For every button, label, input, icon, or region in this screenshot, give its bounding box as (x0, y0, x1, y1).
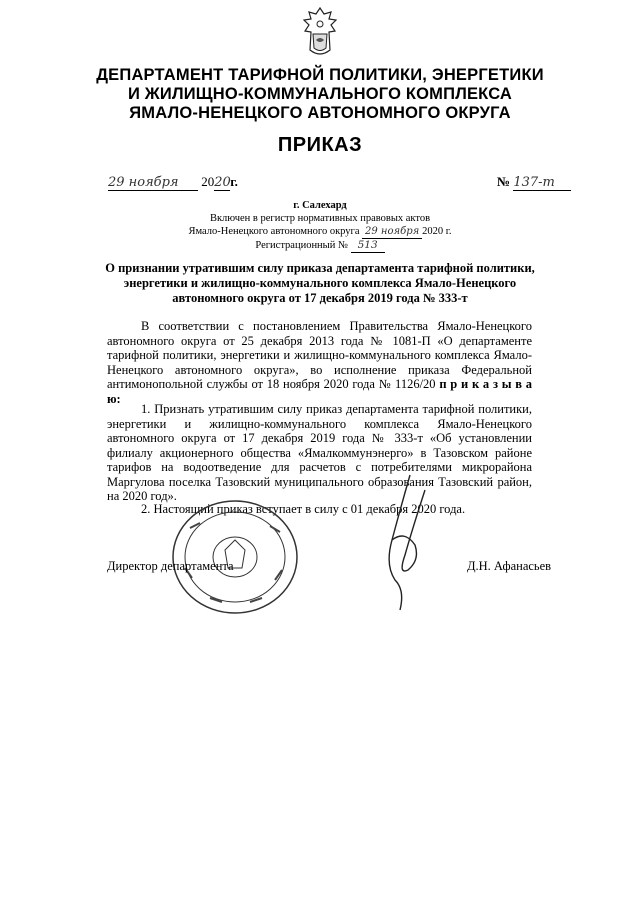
order-title-line-3: автономного округа от 17 декабря 2019 года № 333-т (172, 291, 468, 305)
document-type: ПРИКАЗ (277, 134, 363, 156)
registry-block (170, 213, 470, 253)
order-year-prefix: 20 (201, 174, 215, 189)
city: г. Салехард (293, 200, 347, 211)
order-date-handwritten: 29 ноября (108, 175, 198, 191)
preamble-text: В соответствии с постановлением Правительства Ямало-Ненецкого автономного округа от 25 декабря 2013 года № 1081-П «О департаменте тарифной политики, энергетики и жилищно-коммунального комплекса Ямало-Ненецкого автономного округа», во исполнение приказа Федеральной антимонопольной службы от 18 ноября 2020 года № 1126/20 (107, 319, 532, 391)
signatory-position: Директор департамента (107, 559, 234, 573)
order-title-line-2: энергетики и жилищно-коммунального комплекса Ямало-Ненецкого (123, 276, 517, 290)
registry-line-1: Включен в регистр нормативных правовых актов (209, 213, 431, 224)
department-line-1: ДЕПАРТАМЕНТ ТАРИФНОЙ ПОЛИТИКИ, ЭНЕРГЕТИКИ (96, 66, 544, 84)
order-title-line-1: О признании утратившим силу приказа департамента тарифной политики, (105, 261, 535, 275)
order-keyword: п р и к а з ы в а ю: (107, 377, 533, 406)
coat-of-arms-icon (298, 6, 342, 58)
order-title (105, 261, 535, 306)
round-seal-stamp (170, 498, 300, 616)
clause-1: 1. Признать утратившим силу приказ департамента тарифной политики, энергетики и жилищно-коммунального комплекса Ямало-Ненецкого автономного округа от 17 декабря 2019 года № 333-т «Об установлении филиалу акционерного общества «Ямалкоммунэнерго» в Тазовском районе тарифов на водоотведение для расчетов с потребителями микрорайона Маргулова поселка Тазовский муниципального образования Тазовский район, на 2020 год». (107, 402, 532, 503)
department-line-3: ЯМАЛО-НЕНЕЦКОГО АВТОНОМНОГО ОКРУГА (129, 104, 511, 122)
order-number-label: № (497, 174, 511, 189)
signatory-name: Д.Н. Афанасьев (467, 559, 552, 573)
order-number (497, 174, 571, 191)
department-header (60, 66, 580, 123)
registry-line-3 (170, 239, 470, 253)
order-number-handwritten: 137-т (513, 175, 571, 191)
order-year-handwritten: 20 (214, 175, 231, 190)
registry-number-label: Регистрационный № (255, 240, 348, 251)
registry-region: Ямало-Ненецкого автономного округа (188, 225, 360, 237)
registry-year: 2020 г. (422, 225, 452, 237)
clause-2: 2. Настоящий приказ вступает в силу с 01 декабря 2020 года. (141, 502, 466, 516)
registry-line-2 (170, 226, 470, 240)
handwritten-signature (370, 470, 435, 620)
order-year-suffix: г. (230, 174, 238, 189)
registry-date-handwritten: 29 ноября (362, 226, 422, 240)
order-date (108, 174, 238, 191)
registry-number-handwritten: 513 (351, 239, 385, 253)
preamble-paragraph (107, 319, 532, 406)
department-line-2: И ЖИЛИЩНО-КОММУНАЛЬНОГО КОМПЛЕКСА (127, 85, 513, 103)
